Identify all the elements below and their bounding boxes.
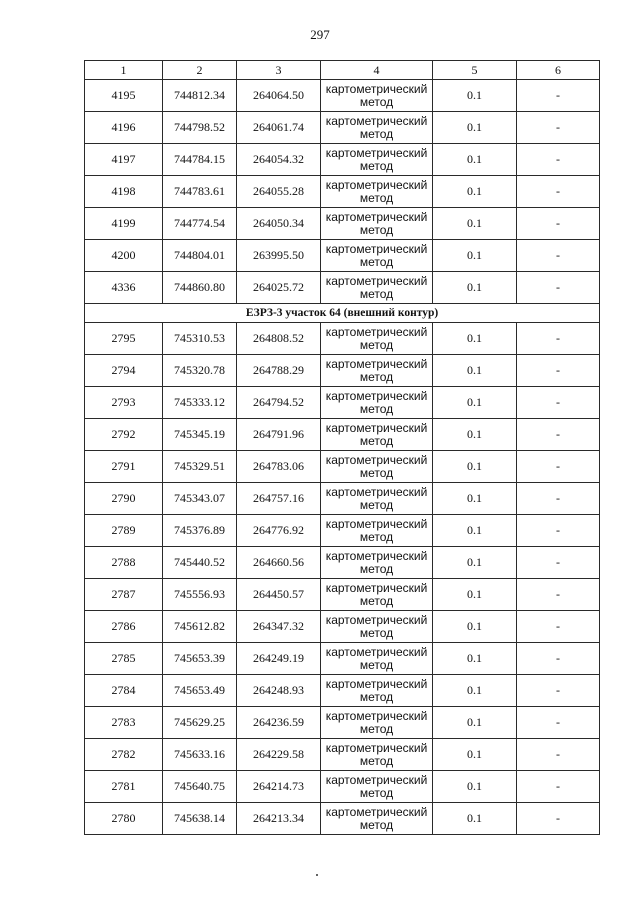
point-number-cell: 4196: [85, 112, 163, 144]
method-cell: [321, 515, 433, 547]
method-cell: [321, 547, 433, 579]
method-cell: [321, 419, 433, 451]
method-cell: [321, 176, 433, 208]
point-number-cell: 2790: [85, 483, 163, 515]
method-line-2: метод: [359, 433, 394, 448]
column-header: 1: [85, 61, 163, 80]
table-row: [85, 579, 600, 611]
method-line-2: метод: [359, 689, 394, 704]
y-coordinate-cell: 264229.58: [237, 739, 321, 771]
method-cell: [321, 707, 433, 739]
point-number-cell: 2789: [85, 515, 163, 547]
y-coordinate-cell: 264347.32: [237, 611, 321, 643]
method-cell: [321, 240, 433, 272]
accuracy-cell: 0.1: [433, 272, 517, 304]
point-number-cell: 2783: [85, 707, 163, 739]
method-line-1: картометрический: [325, 324, 428, 339]
note-cell: -: [517, 611, 600, 643]
x-coordinate-cell: 745320.78: [163, 355, 237, 387]
method-cell: [321, 387, 433, 419]
point-number-cell: 4336: [85, 272, 163, 304]
method-line-2: метод: [359, 190, 394, 205]
footer-dot: [316, 874, 318, 876]
note-cell: -: [517, 272, 600, 304]
method-cell: [321, 611, 433, 643]
method-cell: [321, 643, 433, 675]
method-cell: [321, 451, 433, 483]
note-cell: -: [517, 387, 600, 419]
x-coordinate-cell: 745333.12: [163, 387, 237, 419]
method-line-1: картометрический: [325, 548, 428, 563]
x-coordinate-cell: 745376.89: [163, 515, 237, 547]
table-row: [85, 707, 600, 739]
column-header: 4: [321, 61, 433, 80]
y-coordinate-cell: 264791.96: [237, 419, 321, 451]
table-row: [85, 144, 600, 176]
method-line-2: метод: [359, 254, 394, 269]
y-coordinate-cell: 264055.28: [237, 176, 321, 208]
y-coordinate-cell: 264054.32: [237, 144, 321, 176]
method-line-1: картометрический: [325, 209, 428, 224]
column-header: 2: [163, 61, 237, 80]
table-row: [85, 675, 600, 707]
note-cell: -: [517, 483, 600, 515]
accuracy-cell: 0.1: [433, 176, 517, 208]
y-coordinate-cell: 264249.19: [237, 643, 321, 675]
note-cell: -: [517, 771, 600, 803]
y-coordinate-cell: 264788.29: [237, 355, 321, 387]
accuracy-cell: 0.1: [433, 355, 517, 387]
note-cell: -: [517, 579, 600, 611]
point-number-cell: 4198: [85, 176, 163, 208]
method-cell: [321, 272, 433, 304]
y-coordinate-cell: 264450.57: [237, 579, 321, 611]
method-line-2: метод: [359, 785, 394, 800]
method-line-2: метод: [359, 625, 394, 640]
accuracy-cell: 0.1: [433, 739, 517, 771]
column-header: 5: [433, 61, 517, 80]
method-line-2: метод: [359, 657, 394, 672]
note-cell: -: [517, 451, 600, 483]
note-cell: -: [517, 547, 600, 579]
x-coordinate-cell: 744783.61: [163, 176, 237, 208]
method-cell: [321, 355, 433, 387]
x-coordinate-cell: 744798.52: [163, 112, 237, 144]
note-cell: -: [517, 515, 600, 547]
point-number-cell: 4199: [85, 208, 163, 240]
table-row: [85, 112, 600, 144]
method-cell: [321, 144, 433, 176]
x-coordinate-cell: 744860.80: [163, 272, 237, 304]
accuracy-cell: 0.1: [433, 611, 517, 643]
x-coordinate-cell: 744812.34: [163, 80, 237, 112]
point-number-cell: 2785: [85, 643, 163, 675]
table-row: [85, 611, 600, 643]
note-cell: -: [517, 323, 600, 355]
x-coordinate-cell: 745345.19: [163, 419, 237, 451]
table-row: [85, 483, 600, 515]
table-row: [85, 208, 600, 240]
section-row: [85, 304, 600, 323]
method-line-1: картометрический: [325, 356, 428, 371]
x-coordinate-cell: 745440.52: [163, 547, 237, 579]
method-line-1: картометрический: [325, 708, 428, 723]
x-coordinate-cell: 745612.82: [163, 611, 237, 643]
method-line-2: метод: [359, 465, 394, 480]
point-number-cell: 2780: [85, 803, 163, 835]
y-coordinate-cell: 264794.52: [237, 387, 321, 419]
table-row: [85, 547, 600, 579]
y-coordinate-cell: 264061.74: [237, 112, 321, 144]
y-coordinate-cell: 264248.93: [237, 675, 321, 707]
table-row: [85, 323, 600, 355]
y-coordinate-cell: 264050.34: [237, 208, 321, 240]
x-coordinate-cell: 745638.14: [163, 803, 237, 835]
x-coordinate-cell: 745310.53: [163, 323, 237, 355]
y-coordinate-cell: 264064.50: [237, 80, 321, 112]
y-coordinate-cell: 264783.06: [237, 451, 321, 483]
y-coordinate-cell: 264236.59: [237, 707, 321, 739]
x-coordinate-cell: 744804.01: [163, 240, 237, 272]
accuracy-cell: 0.1: [433, 451, 517, 483]
method-line-1: картометрический: [325, 273, 428, 288]
table-header-row: [85, 61, 600, 80]
method-line-2: метод: [359, 337, 394, 352]
y-coordinate-cell: 264660.56: [237, 547, 321, 579]
x-coordinate-cell: 745629.25: [163, 707, 237, 739]
table-body: [85, 80, 600, 835]
method-line-1: картометрический: [325, 772, 428, 787]
method-line-2: метод: [359, 126, 394, 141]
method-line-1: картометрический: [325, 644, 428, 659]
column-header: 6: [517, 61, 600, 80]
accuracy-cell: 0.1: [433, 323, 517, 355]
point-number-cell: 4195: [85, 80, 163, 112]
table-row: [85, 803, 600, 835]
method-line-2: метод: [359, 286, 394, 301]
x-coordinate-cell: 745329.51: [163, 451, 237, 483]
method-line-1: картометрический: [325, 145, 428, 160]
y-coordinate-cell: 264776.92: [237, 515, 321, 547]
method-line-1: картометрический: [325, 452, 428, 467]
column-header: 3: [237, 61, 321, 80]
note-cell: -: [517, 176, 600, 208]
y-coordinate-cell: 264808.52: [237, 323, 321, 355]
note-cell: -: [517, 707, 600, 739]
method-line-2: метод: [359, 561, 394, 576]
point-number-cell: 4200: [85, 240, 163, 272]
method-cell: [321, 80, 433, 112]
note-cell: -: [517, 675, 600, 707]
method-cell: [321, 771, 433, 803]
method-line-1: картометрический: [325, 177, 428, 192]
method-line-1: картометрический: [325, 241, 428, 256]
x-coordinate-cell: 745633.16: [163, 739, 237, 771]
accuracy-cell: 0.1: [433, 387, 517, 419]
table-row: [85, 643, 600, 675]
y-coordinate-cell: 264025.72: [237, 272, 321, 304]
method-line-1: картометрический: [325, 388, 428, 403]
accuracy-cell: 0.1: [433, 707, 517, 739]
method-line-2: метод: [359, 529, 394, 544]
y-coordinate-cell: 264213.34: [237, 803, 321, 835]
note-cell: -: [517, 643, 600, 675]
x-coordinate-cell: 745556.93: [163, 579, 237, 611]
table-row: [85, 771, 600, 803]
section-title: ЕЗРЗ-3 участок 64 (внешний контур): [85, 304, 600, 323]
accuracy-cell: 0.1: [433, 643, 517, 675]
y-coordinate-cell: 263995.50: [237, 240, 321, 272]
method-line-2: метод: [359, 369, 394, 384]
accuracy-cell: 0.1: [433, 240, 517, 272]
note-cell: -: [517, 144, 600, 176]
method-cell: [321, 579, 433, 611]
method-line-1: картометрический: [325, 516, 428, 531]
point-number-cell: 2791: [85, 451, 163, 483]
table-row: [85, 515, 600, 547]
note-cell: -: [517, 355, 600, 387]
point-number-cell: 2792: [85, 419, 163, 451]
note-cell: -: [517, 240, 600, 272]
method-cell: [321, 803, 433, 835]
accuracy-cell: 0.1: [433, 771, 517, 803]
accuracy-cell: 0.1: [433, 515, 517, 547]
method-cell: [321, 675, 433, 707]
accuracy-cell: 0.1: [433, 803, 517, 835]
method-line-1: картометрический: [325, 113, 428, 128]
note-cell: -: [517, 803, 600, 835]
point-number-cell: 2793: [85, 387, 163, 419]
note-cell: -: [517, 739, 600, 771]
page-number: 297: [310, 27, 330, 42]
x-coordinate-cell: 745343.07: [163, 483, 237, 515]
method-line-1: картометрический: [325, 580, 428, 595]
method-line-1: картометрический: [325, 804, 428, 819]
method-cell: [321, 483, 433, 515]
note-cell: -: [517, 208, 600, 240]
table-row: [85, 80, 600, 112]
table-row: [85, 240, 600, 272]
y-coordinate-cell: 264214.73: [237, 771, 321, 803]
point-number-cell: 2782: [85, 739, 163, 771]
method-line-1: картометрический: [325, 81, 428, 96]
point-number-cell: 2794: [85, 355, 163, 387]
method-line-2: метод: [359, 817, 394, 832]
accuracy-cell: 0.1: [433, 80, 517, 112]
method-line-2: метод: [359, 94, 394, 109]
accuracy-cell: 0.1: [433, 144, 517, 176]
y-coordinate-cell: 264757.16: [237, 483, 321, 515]
method-line-1: картометрический: [325, 484, 428, 499]
method-cell: [321, 323, 433, 355]
note-cell: -: [517, 419, 600, 451]
method-line-2: метод: [359, 158, 394, 173]
table-row: [85, 739, 600, 771]
method-line-2: метод: [359, 753, 394, 768]
accuracy-cell: 0.1: [433, 547, 517, 579]
x-coordinate-cell: 744774.54: [163, 208, 237, 240]
point-number-cell: 2781: [85, 771, 163, 803]
note-cell: -: [517, 112, 600, 144]
point-number-cell: 2795: [85, 323, 163, 355]
method-line-2: метод: [359, 593, 394, 608]
point-number-cell: 4197: [85, 144, 163, 176]
x-coordinate-cell: 744784.15: [163, 144, 237, 176]
point-number-cell: 2788: [85, 547, 163, 579]
point-number-cell: 2786: [85, 611, 163, 643]
method-line-1: картометрический: [325, 740, 428, 755]
method-cell: [321, 112, 433, 144]
method-line-1: картометрический: [325, 612, 428, 627]
method-cell: [321, 208, 433, 240]
point-number-cell: 2787: [85, 579, 163, 611]
method-line-1: картометрический: [325, 420, 428, 435]
method-line-2: метод: [359, 222, 394, 237]
accuracy-cell: 0.1: [433, 483, 517, 515]
method-line-2: метод: [359, 721, 394, 736]
x-coordinate-cell: 745640.75: [163, 771, 237, 803]
x-coordinate-cell: 745653.39: [163, 643, 237, 675]
method-line-1: картометрический: [325, 676, 428, 691]
accuracy-cell: 0.1: [433, 579, 517, 611]
table-row: [85, 419, 600, 451]
accuracy-cell: 0.1: [433, 675, 517, 707]
table-row: [85, 355, 600, 387]
table-row: [85, 176, 600, 208]
accuracy-cell: 0.1: [433, 208, 517, 240]
method-line-2: метод: [359, 497, 394, 512]
table-row: [85, 451, 600, 483]
accuracy-cell: 0.1: [433, 112, 517, 144]
note-cell: -: [517, 80, 600, 112]
method-line-2: метод: [359, 401, 394, 416]
x-coordinate-cell: 745653.49: [163, 675, 237, 707]
method-cell: [321, 739, 433, 771]
table-row: [85, 272, 600, 304]
accuracy-cell: 0.1: [433, 419, 517, 451]
coordinates-table: [84, 60, 600, 835]
point-number-cell: 2784: [85, 675, 163, 707]
table-row: [85, 387, 600, 419]
